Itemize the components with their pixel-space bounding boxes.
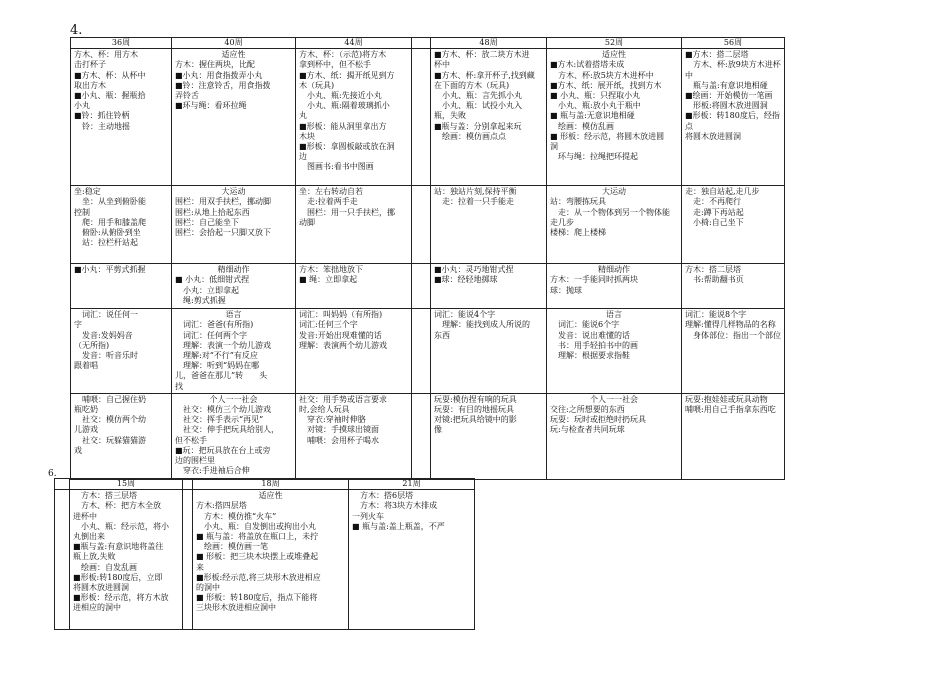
content-cell (296, 264, 412, 309)
content-cell (71, 264, 172, 309)
milestone-line: 小丸、瓶：试投小丸入 (434, 101, 522, 111)
milestone-line: ■小丸：平剪式抓握 (74, 265, 146, 275)
milestone-line: ■ 瓶与盖:盖上瓶盖，不严 (352, 521, 445, 531)
milestone-line: 哺喂:用自己手指拿东西吃 (685, 405, 776, 415)
milestone-line: 理解:懂得几样物品的名称 (685, 320, 776, 330)
milestone-line: 戏 (74, 445, 82, 455)
milestone-line: ■ 形板：转180度后，指点下能将 (196, 593, 318, 603)
milestone-line: 洞 (550, 142, 558, 152)
week-header: 48周 (431, 38, 547, 49)
milestone-line: ■方木：搭二层塔 (685, 50, 749, 60)
milestone-line: 身体部位：指出一个部位 (685, 330, 781, 340)
milestone-line: 理解：根据要求指鞋 (550, 351, 630, 361)
milestone-line: 理解：表演两个幼儿游戏 (299, 340, 387, 350)
category-title: 适应性 (258, 491, 283, 501)
milestone-line: 图画书:看书中图画 (299, 162, 374, 172)
milestone-line: ■铃：注意铃舌，用食指拨 (175, 80, 271, 90)
milestone-line: 方木：一手能同时抓两块 (550, 275, 638, 285)
fine-motor-row (71, 264, 785, 309)
milestone-line: 绘画：模仿画点点 (434, 131, 506, 141)
category-title: 精细动作 (217, 265, 250, 275)
milestone-line: 拿到杯中，但不松手 (299, 60, 371, 70)
milestone-line: 走:蹲下再站起 (685, 207, 744, 217)
milestone-line: 词汇：说任何一 (74, 310, 138, 320)
content-cell (71, 186, 172, 264)
milestone-line: 将圆木放进圆洞 (73, 583, 129, 593)
milestone-line: 三块形木放进相应洞中 (196, 603, 276, 613)
milestone-line: 小椅:自己坐下 (685, 217, 744, 227)
milestone-line: 丸 (299, 111, 307, 121)
language-row (71, 309, 785, 394)
milestone-line: 的洞中 (196, 583, 220, 593)
week-header: 36周 (71, 38, 172, 49)
milestone-line: 玩耍:抱娃娃或玩具动物 (685, 394, 768, 404)
milestone-line: ■方木、纸：揭开纸见到方 (299, 70, 395, 80)
milestone-line: ■形板：拿圆板敲或放在洞 (299, 142, 395, 152)
spacer-cell (412, 264, 431, 309)
milestone-line: 爬：用手和膝盖爬 (74, 217, 146, 227)
content-cell (296, 309, 412, 394)
milestone-line: 小丸、瓶:放小丸于瓶中 (550, 101, 641, 111)
milestone-line: 理解:对“不行”有反应 (175, 351, 258, 361)
milestone-line: 走：从一个物体到另一个物体能 (550, 207, 670, 217)
milestone-line: 社交：挥手表示“再见” (175, 415, 264, 425)
week-header: 44周 (296, 38, 412, 49)
milestone-line: ■形板：经示范，将方木放 (73, 593, 169, 603)
milestone-line: 围栏：自己能坐下 (175, 217, 239, 227)
milestone-line: 将圆木放进圆洞 (685, 131, 741, 141)
content-cell (172, 264, 296, 309)
milestone-line: ■小丸、瓶：握瓶拾 (74, 91, 146, 101)
milestone-line: 东西 (434, 330, 450, 340)
milestone-line: 方木、杯：（示范)将方木 (299, 50, 387, 60)
milestone-line: 玩耍：玩时或拒绝时扔玩具 (550, 415, 646, 425)
milestone-line: 小丸、瓶:隔着玻璃抓小 (299, 101, 390, 111)
milestone-line: ■玩：把玩具放在台上或旁 (175, 445, 271, 455)
milestone-line: 穿衣:手进袖后合伸 (175, 466, 250, 476)
content-cell (172, 393, 296, 479)
week-header: 15周 (70, 479, 183, 490)
category-title: 适应性 (221, 50, 246, 60)
milestone-line: 动脚 (299, 217, 315, 227)
milestone-line: 围栏:从地上拾起东西 (175, 207, 250, 217)
content-cell (193, 490, 349, 630)
header-row (71, 38, 785, 49)
milestone-line: 绘画：模仿画一笔 (196, 542, 268, 552)
milestone-line: 方木：模仿推“火车” (196, 511, 277, 521)
milestone-line: 方木：笨拙地放下 (299, 265, 363, 275)
milestone-line: 玩耍:模仿捏有响的玩具 (434, 394, 517, 404)
milestone-line: 瓶，失败 (434, 111, 466, 121)
milestone-line: ■形板：能从洞里拿出方 (299, 121, 387, 131)
milestone-line: 边 (299, 152, 307, 162)
spacer-cell (412, 309, 431, 394)
content-cell (547, 393, 682, 479)
milestone-line: ■方木、杯：从杯中 (74, 70, 146, 80)
spacer-cell (412, 393, 431, 479)
milestone-line: 丸倒出来 (73, 532, 105, 542)
milestone-line: 找 (175, 381, 183, 391)
milestone-line: 取出方木 (74, 80, 106, 90)
milestone-line: 发音:开始出现难懂的话 (299, 330, 382, 340)
category-title: 语言 (606, 310, 622, 320)
milestone-line: ■铃：抓住铃柄 (74, 111, 130, 121)
milestone-line: 走：不再爬行 (685, 197, 741, 207)
milestone-line: 方木：搭二层塔 (685, 265, 741, 275)
spacer-cell (412, 49, 431, 186)
milestone-line: 一列火车 (352, 511, 384, 521)
content-cell (682, 186, 785, 264)
milestone-line: 发音:发妈妈音 (74, 330, 133, 340)
milestone-line: 社交：玩躲猫猫游 (74, 435, 146, 445)
milestone-line: 进相应的洞中 (73, 603, 121, 613)
milestone-line: 绳:剪式抓握 (175, 295, 226, 305)
milestone-line: 围栏：会拾起一只脚又放下 (175, 228, 271, 238)
spacer-cell (55, 490, 70, 630)
milestone-line: 方木：握住两块，比配 (175, 60, 255, 70)
milestone-line: 词汇：能说4个字 (434, 310, 496, 320)
category-title: 适应性 (602, 50, 626, 60)
milestone-line: 哺喂：会用杯子喝水 (299, 435, 379, 445)
milestone-line: 坐：左右转动自若 (299, 187, 363, 197)
milestone-line: 弄铃舌 (175, 91, 199, 101)
gross-motor-row (71, 186, 785, 264)
milestone-line: 跟着唱 (74, 361, 98, 371)
milestone-line: ■ 瓶与盖:无意识地相碰 (550, 111, 635, 121)
milestone-line: ■方木:试着搭塔未成 (550, 60, 625, 70)
milestone-line: ■方木、纸：展开纸，找到方木 (550, 80, 662, 90)
content-cell (71, 393, 172, 479)
content-cell (682, 264, 785, 309)
content-cell (296, 186, 412, 264)
milestone-line: 词汇：任何两个字 (175, 330, 247, 340)
milestone-line: 站：独站片刻,保持平衡 (434, 187, 517, 197)
milestone-line: 理解：听到“妈妈在哪 (175, 361, 260, 371)
milestone-line: 走:拉着两手走 (299, 197, 358, 207)
content-cell (547, 186, 682, 264)
content-cell (431, 49, 547, 186)
spacer-cell (183, 490, 193, 630)
milestone-line: 字 (74, 320, 82, 330)
milestone-line: 像 (434, 425, 442, 435)
milestone-line: 走：拉着一只手能走 (434, 197, 514, 207)
milestone-line: 瓶与盖:有意识地相碰 (685, 80, 768, 90)
milestone-line: 玩:与检查者共同玩球 (550, 425, 625, 435)
milestone-line: 社交：伸手把玩具给别人， (175, 425, 279, 435)
content-cell (172, 309, 296, 394)
milestone-line: 杯中 (434, 60, 450, 70)
milestone-line: 边的围栏里 (175, 456, 215, 466)
week-header: 56周 (682, 38, 785, 49)
milestone-line: 词汇：能说8个字 (685, 310, 747, 320)
milestone-line: 瓶吃奶 (74, 405, 98, 415)
milestone-line: ■形板:转180度后，立即 (73, 572, 163, 582)
week-header: 40周 (172, 38, 296, 49)
milestone-line: 走几步 (550, 217, 574, 227)
milestone-line: 绘画：模仿乱画 (550, 121, 614, 131)
category-title: 个人一一社会 (209, 394, 258, 404)
milestone-line: 围栏：用一只手扶栏，挪 (299, 207, 395, 217)
milestone-line: 穿衣:穿袖时伸胳 (299, 415, 366, 425)
milestone-line: 击打杯子 (74, 60, 106, 70)
milestone-line: ■ 小丸、瓶：只捏取小丸 (550, 91, 641, 101)
milestone-line: 来 (196, 562, 204, 572)
milestone-line: 站：拉栏杆站起 (74, 238, 138, 248)
milestone-line: 楼梯：爬上楼梯 (550, 228, 606, 238)
milestone-line: 儿，爸爸在那儿”转 头 (175, 371, 268, 381)
milestone-line: ■瓶与盖:有意识地将盖往 (73, 542, 164, 552)
week-header: 18周 (193, 479, 349, 490)
category-title: 大运动 (221, 187, 246, 197)
milestone-line: 发音：说出难懂的话 (550, 330, 630, 340)
milestone-line: ■形板:经示范,将三块形木放进相应 (196, 572, 321, 582)
milestone-line: ■ 形板：把三块木块摆上或堆叠起 (196, 552, 319, 562)
milestone-line: 发音：听音乐时 (74, 351, 138, 361)
content-cell (296, 393, 412, 479)
milestone-line: 书:帮助翻书页 (685, 275, 744, 285)
milestone-line: 对镜：手摸球出镜面 (299, 425, 379, 435)
milestone-line: 绘画：自发乱画 (73, 562, 137, 572)
milestone-line: 词汇：爸爸(有所指) (175, 320, 254, 330)
milestone-line: 方木:搭四层塔 (196, 501, 247, 511)
milestone-line: 玩耍：有目的地摇玩具 (434, 405, 514, 415)
milestone-line: ■方木、杯：放二块方木进 (434, 50, 530, 60)
milestone-line: 方木：搭三层塔 (73, 491, 137, 501)
personal-social-row (71, 393, 785, 479)
spacer-cell (412, 186, 431, 264)
milestone-line: 对镜:把玩具给镜中的影 (434, 415, 517, 425)
milestone-line: 理解：能找到成人所说的 (434, 320, 530, 330)
milestone-line: 铃：主动地摇 (74, 121, 130, 131)
content-cell (547, 309, 682, 394)
content-cell (172, 186, 296, 264)
milestone-line: 小丸、瓶：言先抓小丸 (434, 91, 522, 101)
milestone-line: 理解：表演一个幼儿游戏 (175, 340, 271, 350)
milestone-line: ■ 小丸：低细钳式捏 (175, 275, 250, 285)
milestone-line: （无所指) (74, 340, 110, 350)
milestone-line: 环与绳：拉绳把环提起 (550, 152, 638, 162)
milestone-line: 围栏：用双手扶栏，挪动脚 (175, 197, 271, 207)
milestone-line: ■小丸：用食指拨弄小丸 (175, 70, 263, 80)
content-cell (71, 309, 172, 394)
spacer-cell (183, 479, 193, 490)
content-cell (682, 309, 785, 394)
content-cell (431, 186, 547, 264)
adaptive-row (71, 49, 785, 186)
week-header: 52周 (547, 38, 682, 49)
milestone-line: 方木、杯:放9块方木进杯中 (685, 60, 781, 80)
milestone-line: 社交：模仿两个幼 (74, 415, 146, 425)
milestone-line: 小丸 (74, 101, 90, 111)
milestone-line: 小丸、瓶：经示范，将小 (73, 521, 169, 531)
section-number-4: 4. (70, 23, 83, 38)
milestone-line: 社交：用手势或语言要求 (299, 394, 387, 404)
milestone-line: ■瓶与盖：分别拿起来玩 (434, 121, 522, 131)
content-cell (431, 309, 547, 394)
milestone-line: 词汇：叫妈妈（有所指) (299, 310, 383, 320)
content-cell (296, 49, 412, 186)
spacer-cell (412, 38, 431, 49)
milestone-line: 哺喂：自己握住奶 (74, 394, 146, 404)
milestone-line: 坐：从坐到俯卧能 (74, 197, 146, 207)
spacer-cell (55, 479, 70, 490)
milestone-line: 站：弯腰拣玩具 (550, 197, 606, 207)
category-title: 大运动 (602, 187, 626, 197)
content-cell (431, 264, 547, 309)
milestone-line: 坐:稳定 (74, 187, 101, 197)
milestone-line: 小丸：立即拿起 (175, 285, 239, 295)
content-cell (349, 490, 475, 630)
milestone-line: 球：抛球 (550, 285, 582, 295)
milestone-line: ■方木、杯:拿开杯子,找到藏 (434, 70, 535, 80)
milestone-line: ■形板：转180度后，经指点 (685, 111, 780, 131)
milestone-line: ■ 瓶与盖：将盖放在瓶口上，未拧 (196, 532, 319, 542)
milestone-line: 小丸、瓶:先接近小丸 (299, 91, 382, 101)
milestone-line: 词汇：能说6个字 (550, 320, 620, 330)
milestone-line: 方木、杯：用方木 (74, 50, 138, 60)
week-header: 21周 (349, 479, 475, 490)
milestone-line: 儿游戏 (74, 425, 98, 435)
milestone-line: 交往:之所想要的东西 (550, 405, 625, 415)
milestone-line: ■环与绳：看环拉绳 (175, 101, 247, 111)
milestone-line: 木块 (299, 131, 315, 141)
header-row (55, 479, 475, 490)
content-cell (431, 393, 547, 479)
content-cell (71, 49, 172, 186)
content-cell (682, 49, 785, 186)
milestone-line: ■绘画：开始模仿一笔画 (685, 91, 773, 101)
development-table-secondary (54, 478, 475, 630)
category-title: 语言 (225, 310, 242, 320)
milestone-line: 俯卧:从俯卧到坐 (74, 228, 141, 238)
milestone-line: 走：独自站起,走几步 (685, 187, 760, 197)
milestone-line: 小丸、瓶：自发倒出或拘出小丸 (196, 521, 316, 531)
milestone-line: 木（玩具) (299, 80, 335, 90)
milestone-line: 方木：将3块方木排成 (352, 501, 438, 511)
content-cell (547, 49, 682, 186)
milestone-line: 进杯中 (73, 511, 97, 521)
milestone-line: 社交：模仿三个幼儿游戏 (175, 405, 271, 415)
milestone-line: ■ 绳：立即拿起 (299, 275, 358, 285)
content-cell (547, 264, 682, 309)
section-number-6: 6. (48, 469, 57, 479)
milestone-line: 控制 (74, 207, 90, 217)
milestone-line: 书：用手轻拍书中的画 (550, 340, 638, 350)
milestone-line: 形板:将圆木放进圆洞 (685, 101, 768, 111)
milestone-line: ■ 形板：经示范，将圆木放进圆 (550, 131, 665, 141)
milestone-line: 方木、杯：把方木全放 (73, 501, 161, 511)
content-cell (682, 393, 785, 479)
content-cell (70, 490, 183, 630)
content-cell (172, 49, 296, 186)
milestone-line: 但不松手 (175, 435, 207, 445)
milestone-line: 方木、杯:放5块方木进杯中 (550, 70, 654, 80)
milestone-line: ■小丸：灵巧地钳式捏 (434, 265, 514, 275)
milestone-line: 在下面的方木（玩具) (434, 80, 510, 90)
milestone-line: 词汇:任何三个字 (299, 320, 358, 330)
milestone-line: ■球：经轻地掷球 (434, 275, 498, 285)
category-title: 精细动作 (598, 265, 630, 275)
development-table-main (70, 37, 785, 480)
category-title: 个人一一社会 (590, 394, 638, 404)
milestone-line: 时,会给人玩具 (299, 405, 350, 415)
adaptive-row (55, 490, 475, 630)
milestone-line: 瓶上放,失败 (73, 552, 116, 562)
milestone-line: 方木：搭6层塔 (352, 491, 414, 501)
